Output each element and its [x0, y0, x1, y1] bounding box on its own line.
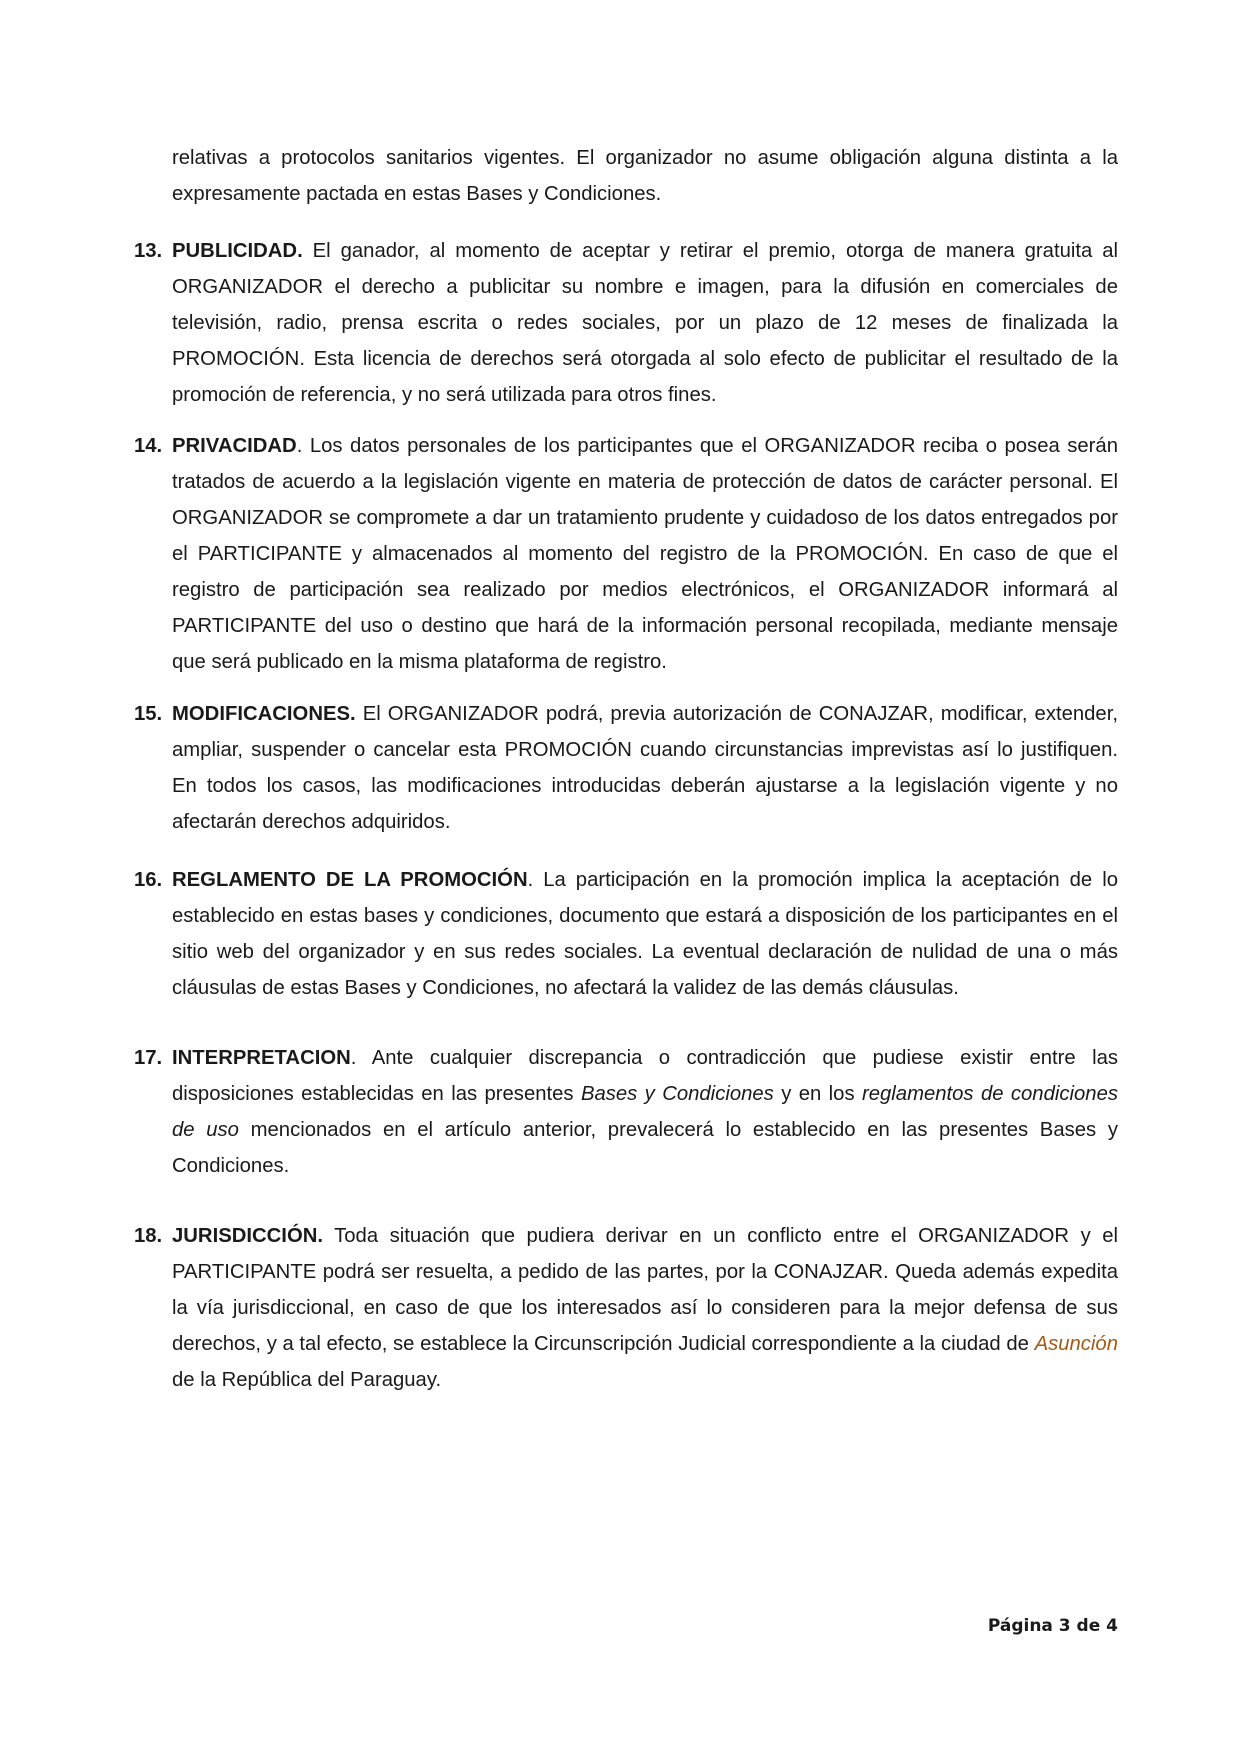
clause-text: mencionados en el artículo anterior, prevalecerá lo establecido en las presentes Bases y Condiciones.: [172, 1119, 1118, 1177]
clause-number: 17.: [134, 1047, 163, 1069]
page-number-footer: Página 3 de 4: [987, 1616, 1118, 1636]
clause-title: MODIFICACIONES.: [172, 703, 356, 725]
clause-title: PRIVACIDAD: [172, 435, 297, 457]
clause-text: y en los: [773, 1083, 862, 1105]
clause-number: 16.: [134, 869, 163, 891]
clause-number: 18.: [134, 1225, 163, 1247]
clause-16: [134, 862, 1118, 1006]
italic-reference: Bases y Condiciones: [580, 1083, 774, 1105]
intro-paragraph: relativas a protocolos sanitarios vigentes. El organizador no asume obligación alguna distinta a la expresamente pactada en estas Bases y Condiciones.: [172, 147, 1118, 205]
clause-17: [134, 1040, 1118, 1184]
city-link[interactable]: Asunción: [1034, 1333, 1118, 1355]
clause-text: El ganador, al momento de aceptar y retirar el premio, otorga de manera gratuita al ORGANIZADOR el derecho a publicitar su nombre e imagen, para la difusión en comerciales de televisión, radio, prensa escrita o redes sociales, por un plazo de 12 meses de finalizada la PROMOCIÓN. Esta licencia de derechos será otorgada al solo efecto de publicitar el resultado de la promoción de referencia, y no será utilizada para otros fines.: [172, 240, 1118, 406]
clause-15: [134, 696, 1118, 840]
clause-paragraph: [172, 428, 1118, 680]
clause-paragraph: [172, 233, 1118, 413]
clause-paragraph: [172, 1040, 1118, 1184]
clause-title: JURISDICCIÓN.: [172, 1225, 324, 1247]
clause-text: . Ante cualquier discrepancia o contradicción que pudiese existir entre las disposiciones establecidas en las presentes: [172, 1047, 1118, 1105]
clause-14: [134, 428, 1118, 680]
clause-number: 14.: [134, 435, 163, 457]
clause-13: [134, 233, 1118, 413]
clause-text: . Los datos personales de los participantes que el ORGANIZADOR reciba o posea serán tratados de acuerdo a la legislación vigente en materia de protección de datos de carácter personal. El ORGANIZADOR se compromete a dar un tratamiento prudente y cuidadoso de los datos entregados por el PARTICIPANTE y almacenados al momento del registro de la PROMOCIÓN. En caso de que el registro de participación sea realizado por medios electrónicos, el ORGANIZADOR informará al PARTICIPANTE del uso o destino que hará de la información personal recopilada, mediante mensaje que será publicado en la misma plataforma de registro.: [172, 435, 1118, 673]
clause-number: 15.: [134, 703, 163, 725]
clause-paragraph: [172, 1218, 1118, 1398]
clause-number: 13.: [134, 240, 163, 262]
clause-text: de la República del Paraguay.: [172, 1369, 442, 1391]
italic-reference: reglamentos de condiciones de uso: [172, 1083, 1118, 1141]
clause-paragraph: [172, 696, 1118, 840]
clause-18: [134, 1218, 1118, 1398]
clause-title: INTERPRETACION: [172, 1047, 351, 1069]
clause-title: REGLAMENTO DE LA PROMOCIÓN: [172, 869, 528, 891]
clause-title: PUBLICIDAD.: [172, 240, 303, 262]
document-body: [134, 140, 1118, 1419]
clause-paragraph: [172, 862, 1118, 1006]
clause-text: El ORGANIZADOR podrá, previa autorización de CONAJZAR, modificar, extender, ampliar, suspender o cancelar esta PROMOCIÓN cuando circunstancias imprevistas así lo justifiquen. En todos los casos, las modificaciones introducidas deberán ajustarse a la legislación vigente y no afectarán derechos adquiridos.: [172, 703, 1118, 833]
clause-text: Toda situación que pudiera derivar en un conflicto entre el ORGANIZADOR y el PARTICIPANTE podrá ser resuelta, a pedido de las partes, por la CONAJZAR. Queda además expedita la vía jurisdiccional, en caso de que los interesados así lo consideren para la mejor defensa de sus derechos, y a tal efecto, se establece la Circunscripción Judicial correspondiente a la ciudad de: [172, 1225, 1118, 1355]
clause-text: . La participación en la promoción implica la aceptación de lo establecido en estas bases y condiciones, documento que estará a disposición de los participantes en el sitio web del organizador y en sus redes sociales. La eventual declaración de nulidad de una o más cláusulas de estas Bases y Condiciones, no afectará la validez de las demás cláusulas.: [172, 869, 1118, 999]
